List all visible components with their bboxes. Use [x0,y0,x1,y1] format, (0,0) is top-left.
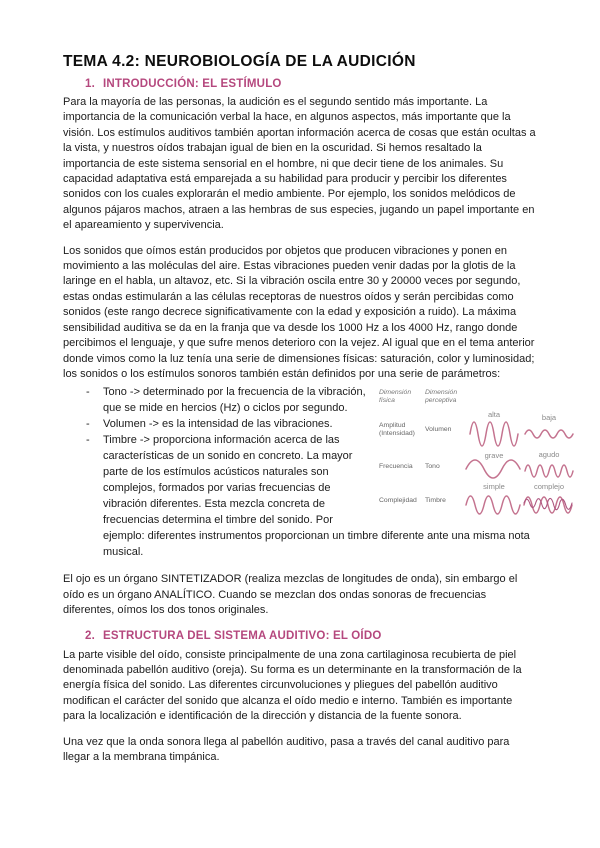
figure-label-timbre: Timbre [425,497,446,505]
section-1-title: INTRODUCCIÓN: EL ESTÍMULO [103,78,282,90]
paragraph-importance-of-hearing: Para la mayoría de las personas, la audición es el segundo sentido más importante. La importancia de la comunicación verbal la hace, en algunos aspectos, más importante que la visión. Los estímulos auditivos también aportan información acerca de cosas que están ocultas a la vista, y nuestros oídos trabajan igual de bien en la oscuridad. Si hemos resaltado la importancia de este sistema sensorial en el hombre, ni que decir tiene de los animales. Su capacidad adaptativa está emparejada a su habilidad para producir y percibir los diferentes sonidos con los cuales explorarán el medio ambiente. Por ejemplo, los sonidos melódicos de algunos pájaros machos, atraen a las hembras de sus especies, jugando un papel importante en el apareamiento y supervivencia. [63,96,536,232]
document-title: TEMA 4.2: NEUROBIOLOGÍA DE LA AUDICIÓN [63,53,416,70]
figure-label-complexity: Complejidad [379,497,417,505]
section-2-number: 2. [85,629,95,642]
section-1-heading [63,77,537,92]
figure-label-volume: Volumen [425,426,452,434]
wave-complejo-label: complejo [533,483,564,492]
figure-label-tone: Tono [425,462,440,470]
wave-alta-label: alta [487,411,501,420]
figure-col-header-physical: Dimensión física [379,389,412,405]
paragraph-eye-vs-ear: El ojo es un órgano SINTETIZADOR (realiza mezclas de longitudes de onda), sin embargo el oído es un órgano ANALÍTICO. Cuando se mezclan dos ondas sonoras de frecuencias diferentes, oímos los dos tonos originales. [63,573,518,617]
wave-baja-label: baja [541,414,557,423]
wave-simple-label: simple [483,483,505,492]
section-2-heading [63,629,537,644]
parameters-list [63,384,537,560]
list-item-timbre: - Timbre -> proporciona información acerca de las características de un sonido en concreto. La mayor parte de los estímulos acústicos naturales son complejos, formados por varias frecuencias de vibración diferentes. Esta mezcla concreta de frecuencias determina el timbre del sonido. Por ejemplo: diferentes instrumentos proporcionan un timbre diferente ante una misma nota musical. [63,432,537,560]
section-1-number: 1. [85,78,95,90]
wave-grave-label: grave [484,452,504,461]
wave-agudo-label: agudo [538,450,560,459]
sound-parameters-section [63,384,564,560]
figure-col-header-perceptual: Dimensión perceptiva [425,389,458,405]
section-2-title: ESTRUCTURA DEL SISTEMA AUDITIVO: EL OÍDO [103,629,382,642]
list-item-tono: - Tono -> determinado por la frecuencia de la vibración, que se mide en hercios (Hz) o ciclos por segundo. [63,384,537,416]
paragraph-outer-ear: La parte visible del oído, consiste principalmente de una zona cartilaginosa recubierta de piel denominada pabellón auditivo (oreja). Su forma es un determinante en la transformación de la energía física del sonido. Las diferentes circunvoluciones y pliegues del pabellón auditivo modifican el carácter del sonido que alcanza el oído medio e interno. También es importante para la localización e identificación de la dirección y distancia de la fuente sonora. [63,648,522,723]
list-item-volumen: - Volumen -> es la intensidad de las vibraciones. [63,416,537,432]
figure-label-frequency: Frecuencia [379,462,413,470]
paragraph-sound-wave-path: Una vez que la onda sonora llega al pabellón auditivo, pasa a través del canal auditivo para llegar a la membrana timpánica. [63,735,510,763]
figure-label-amplitude: Amplitud (Intensidad) [379,422,415,438]
paragraph-sound-production: Los sonidos que oímos están producidos por objetos que producen vibraciones y ponen en movimiento a las moléculas del aire. Estas vibraciones pueden venir dadas por la glotis de la laringe en el habla, un altavoz, etc. Si la vibración oscila entre 30 y 20000 veces por segundo, estas ondas estimularán a las células receptoras de nuestros oídos y serán percibidas como sonidos (este rango decrece significativamente con la edad y exposición a ruido). La máxima sensibilidad auditiva se da en la franja que va desde los 1000 Hz a los 4000 Hz, rango donde percibimos el lenguaje, y que sufre menos deterioro con la vejez. Al igual que en el tema anterior donde vimos como la luz tenía una serie de dimensiones físicas: saturación, color y luminosidad; los sonidos o los estímulos sonoros también están definidos por una serie de parámetros: [63,244,535,380]
